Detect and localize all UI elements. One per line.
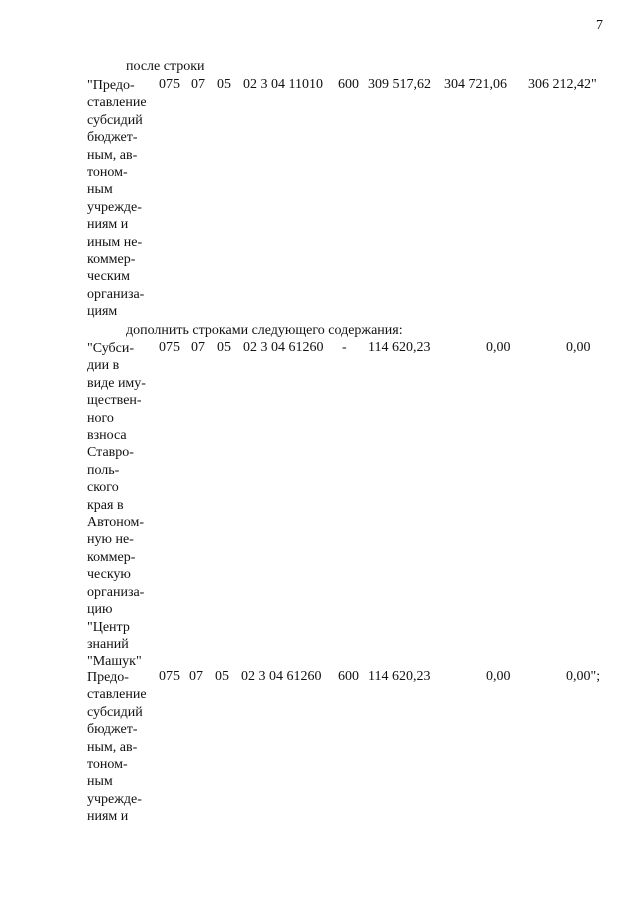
row-name-line: "Субси- <box>87 341 135 356</box>
ministry-code: 075 <box>159 77 180 92</box>
row-name-line: ставление <box>87 95 147 111</box>
row-name-line: учрежде- <box>87 791 142 807</box>
row-name-line: тоном- <box>87 757 128 773</box>
row-name-line: ниям и <box>87 809 129 825</box>
row-name-line: ным, ав- <box>87 739 138 755</box>
ministry-code: 075 <box>159 340 180 355</box>
row-name-line: организа- <box>87 286 145 302</box>
amount-year-3: 0,00 <box>566 340 591 355</box>
row-name <box>87 77 159 321</box>
amount-year-2: 304 721,06 <box>444 77 507 92</box>
ministry-code: 075 <box>159 669 180 684</box>
row-name-line: ческим <box>87 269 130 285</box>
row-name-line: циям <box>87 304 118 320</box>
row-name-line: ществен- <box>87 393 142 409</box>
row-name-line: края в <box>87 497 124 513</box>
row-name-line: ского <box>87 480 119 496</box>
row-name-line: организа- <box>87 584 145 600</box>
row-name-line: "Центр <box>87 619 130 635</box>
row-name-line: Предо- <box>87 670 129 685</box>
target-article-code: 02 3 04 61260 <box>241 669 322 684</box>
row-name-line: ческую <box>87 567 131 583</box>
row-name-line: тоном- <box>87 165 128 181</box>
amount-year-2: 0,00 <box>486 340 511 355</box>
subsection-code: 05 <box>217 77 231 92</box>
section-code: 07 <box>191 77 205 92</box>
row-name-line: субсидий <box>87 704 143 720</box>
amount-year-1: 114 620,23 <box>368 340 431 355</box>
row-name-line: учрежде- <box>87 199 142 215</box>
amount-year-2: 0,00 <box>486 669 511 684</box>
row-name <box>87 669 159 826</box>
row-name-line: поль- <box>87 462 120 478</box>
page-number: 7 <box>596 18 603 33</box>
row-name-line: Автоном- <box>87 515 145 531</box>
subsection-code: 05 <box>217 340 231 355</box>
amount-year-3: 306 212,42" <box>528 77 597 92</box>
row-name-line: виде иму- <box>87 375 146 391</box>
row-name-line: ную не- <box>87 532 134 548</box>
row-name-line: "Машук" <box>87 654 142 670</box>
row-name-line: бюджет- <box>87 722 138 738</box>
target-article-code: 02 3 04 61260 <box>243 340 324 355</box>
row-name-line: иным не- <box>87 234 143 250</box>
row-name-line: ставление <box>87 687 147 703</box>
row-name-line: ного <box>87 410 114 426</box>
expense-type-code: 600 <box>338 77 359 92</box>
row-name-line: "Предо- <box>87 78 135 93</box>
row-name-line: ным, ав- <box>87 147 138 163</box>
row-name-line: цию <box>87 602 113 618</box>
subsection-code: 05 <box>215 669 229 684</box>
row-name-line: ниям и <box>87 217 129 233</box>
target-article-code: 02 3 04 11010 <box>243 77 323 92</box>
amount-year-1: 114 620,23 <box>368 669 431 684</box>
section-code: 07 <box>189 669 203 684</box>
amount-year-3: 0,00"; <box>566 669 601 684</box>
expense-type-code: 600 <box>338 669 359 684</box>
row-name-line: Ставро- <box>87 445 134 461</box>
amount-year-1: 309 517,62 <box>368 77 431 92</box>
row-name <box>87 340 159 671</box>
row-name-line: ным <box>87 182 113 198</box>
row-name-line: бюджет- <box>87 130 138 146</box>
section-code: 07 <box>191 340 205 355</box>
row-name-line: дии в <box>87 358 120 374</box>
row-name-line: знаний <box>87 636 129 652</box>
expense-type-code: - <box>342 340 347 355</box>
row-name-line: ным <box>87 774 113 790</box>
row-name-line: субсидий <box>87 112 143 128</box>
intro-after-line: после строки <box>126 59 205 74</box>
row-name-line: коммер- <box>87 252 136 268</box>
row-name-line: взноса <box>87 428 127 444</box>
intro-add-lines: дополнить строками следующего содержания: <box>126 323 403 338</box>
row-name-line: коммер- <box>87 549 136 565</box>
